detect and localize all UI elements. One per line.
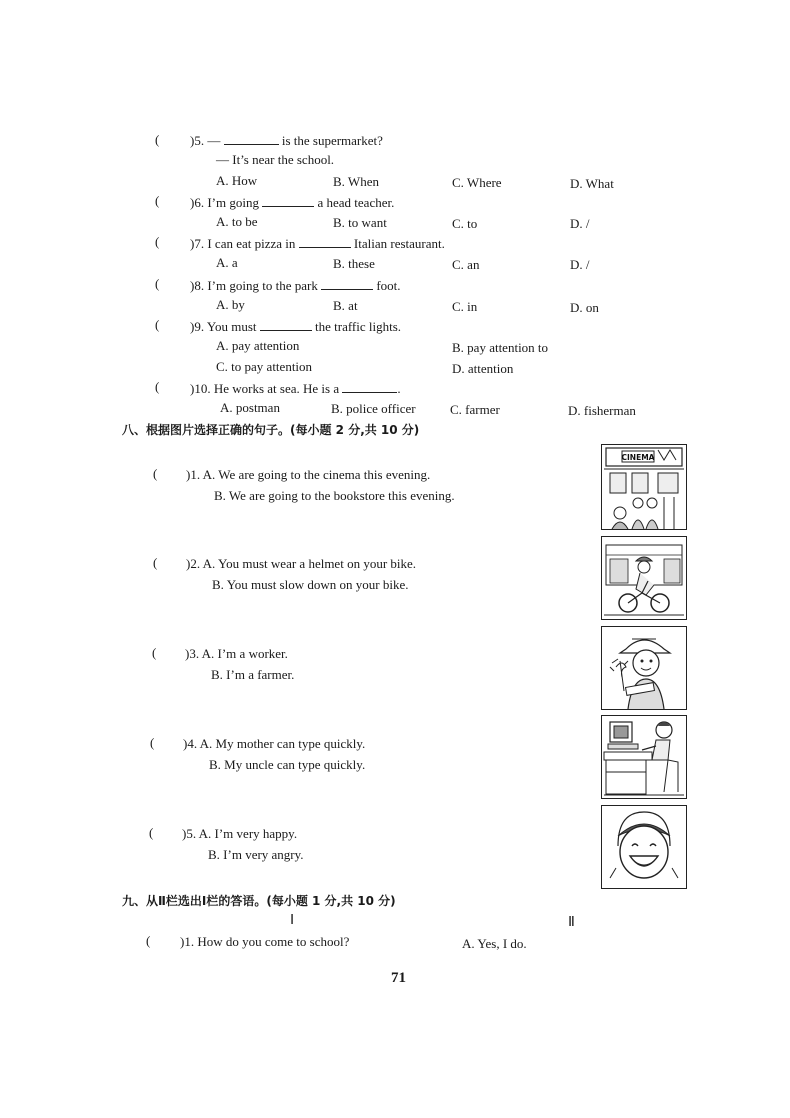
q7-8-option-d: D. on — [570, 300, 599, 315]
q7-8-stem — [190, 277, 401, 294]
s8-4-option-a: A. My mother can type quickly. — [199, 736, 366, 751]
q7-10-stem-after: . — [397, 381, 401, 396]
s8-3-num: )3. — [185, 646, 200, 661]
q7-6-stem-before: I’m going — [207, 195, 259, 210]
q7-9-stem-after: the traffic lights. — [315, 319, 402, 334]
s8-1-option-b: B. We are going to the bookstore this evening. — [214, 488, 455, 503]
column-1-header: Ⅰ — [290, 913, 295, 928]
q7-5-num: )5. — [190, 133, 205, 148]
s8-4-paren: ( — [150, 735, 155, 750]
q7-7-stem-after: Italian restaurant. — [353, 236, 445, 251]
q7-9-paren: ( — [155, 317, 160, 332]
s8-1-paren: ( — [153, 466, 158, 481]
answer-blank[interactable] — [262, 194, 314, 207]
q7-9-num: )9. — [190, 319, 205, 334]
s8-3-paren: ( — [152, 645, 157, 660]
cinema-picture — [601, 444, 687, 530]
s8-1-option-a: A. We are going to the cinema this evening. — [202, 467, 431, 482]
q7-5-option-b: B. When — [333, 174, 379, 189]
answer-blank[interactable] — [224, 132, 279, 145]
typing-man-picture — [601, 715, 687, 799]
s8-2-line-a — [186, 556, 416, 572]
cyclist-illustration — [602, 537, 686, 619]
q7-5-option-d: D. What — [570, 176, 614, 191]
q7-7-option-d: D. / — [570, 257, 590, 272]
happy-face-illustration — [602, 806, 686, 888]
q7-6-paren: ( — [155, 193, 160, 208]
q7-10-num: )10. — [190, 381, 211, 396]
s8-2-paren: ( — [153, 555, 158, 570]
s9-1-num: )1. — [180, 934, 195, 949]
q7-8-option-b: B. at — [333, 298, 358, 313]
q7-9-stem-before: You must — [206, 319, 257, 334]
q7-10-stem-before: He works at sea. He is a — [213, 381, 340, 396]
s9-1-question: How do you come to school? — [197, 934, 350, 949]
q7-9-option-c: C. to pay attention — [216, 359, 313, 374]
q7-9-option-b: B. pay attention to — [452, 340, 549, 355]
s9-1-line — [180, 934, 349, 950]
q7-10-stem — [190, 380, 401, 397]
s8-3-option-a: A. I’m a worker. — [201, 646, 288, 661]
s8-5-paren: ( — [149, 825, 154, 840]
q7-7-option-b: B. these — [333, 256, 375, 271]
s8-5-option-a: A. I’m very happy. — [198, 826, 298, 841]
answer-blank[interactable] — [260, 318, 312, 331]
s9-1-answer: A. Yes, I do. — [462, 936, 527, 951]
answer-blank[interactable] — [299, 235, 351, 248]
q7-7-paren: ( — [155, 234, 160, 249]
s8-5-line-a — [182, 826, 297, 842]
answer-blank[interactable] — [321, 277, 373, 290]
farmer-picture — [601, 626, 687, 710]
q7-6-num: )6. — [190, 195, 205, 210]
s8-1-num: )1. — [186, 467, 201, 482]
s9-1-paren: ( — [146, 933, 151, 948]
q7-10-option-d: D. fisherman — [568, 403, 636, 418]
column-2-header: Ⅱ — [568, 915, 575, 930]
cinema-sign-text: CINEMA — [621, 453, 655, 462]
q7-7-stem-before: I can eat pizza in — [207, 236, 296, 251]
s8-1-line-a — [186, 467, 430, 483]
q7-10-option-b: B. police officer — [331, 401, 416, 416]
q7-6-option-c: C. to — [452, 216, 478, 231]
s8-5-option-b: B. I’m very angry. — [208, 847, 304, 862]
q7-8-stem-before: I’m going to the park — [207, 278, 318, 293]
s8-4-line-a — [183, 736, 365, 752]
page-number: 71 — [391, 970, 406, 986]
happy-face-picture — [601, 805, 687, 889]
q7-10-paren: ( — [155, 379, 160, 394]
cinema-illustration — [602, 445, 686, 529]
q7-6-stem — [190, 194, 394, 211]
s8-5-num: )5. — [182, 826, 197, 841]
q7-8-option-c: C. in — [452, 299, 478, 314]
typing-illustration — [602, 716, 686, 798]
s8-3-line-a — [185, 646, 288, 662]
farmer-illustration — [602, 627, 686, 709]
q7-5-option-a: A. How — [216, 173, 258, 188]
q7-9-option-d: D. attention — [452, 361, 514, 376]
q7-5-stem-after: is the supermarket? — [281, 133, 383, 148]
q7-6-option-d: D. / — [570, 216, 590, 231]
q7-8-paren: ( — [155, 276, 160, 291]
answer-blank[interactable] — [342, 380, 397, 393]
q7-10-option-a: A. postman — [220, 400, 280, 415]
q7-5-dash: — — [207, 133, 221, 148]
q7-7-num: )7. — [190, 236, 205, 251]
q7-9-stem — [190, 318, 401, 335]
q7-6-option-a: A. to be — [216, 214, 258, 229]
q7-8-num: )8. — [190, 278, 205, 293]
q7-7-option-a: A. a — [216, 255, 238, 270]
s8-4-option-b: B. My uncle can type quickly. — [209, 757, 366, 772]
cyclist-helmet-picture — [601, 536, 687, 620]
q7-7-stem — [190, 235, 445, 252]
s8-2-num: )2. — [186, 556, 201, 571]
q7-6-option-b: B. to want — [333, 215, 387, 230]
section-8-title: 八、根据图片选择正确的句子。(每小题 2 分,共 10 分) — [122, 423, 420, 437]
q7-7-option-c: C. an — [452, 257, 480, 272]
s8-2-option-a: A. You must wear a helmet on your bike. — [202, 556, 417, 571]
q7-5-option-c: C. Where — [452, 175, 502, 190]
q7-5-stem — [190, 132, 383, 149]
q7-8-option-a: A. by — [216, 297, 245, 312]
s8-3-option-b: B. I’m a farmer. — [211, 667, 295, 682]
q7-6-stem-after: a head teacher. — [317, 195, 395, 210]
section-9-title: 九、从Ⅱ栏选出Ⅰ栏的答语。(每小题 1 分,共 10 分) — [122, 894, 396, 908]
q7-8-stem-after: foot. — [376, 278, 401, 293]
q7-9-option-a: A. pay attention — [216, 338, 300, 353]
q7-5-reply: — It’s near the school. — [216, 152, 335, 167]
q7-10-option-c: C. farmer — [450, 402, 500, 417]
s8-2-option-b: B. You must slow down on your bike. — [212, 577, 409, 592]
q7-5-paren: ( — [155, 132, 160, 147]
s8-4-num: )4. — [183, 736, 198, 751]
